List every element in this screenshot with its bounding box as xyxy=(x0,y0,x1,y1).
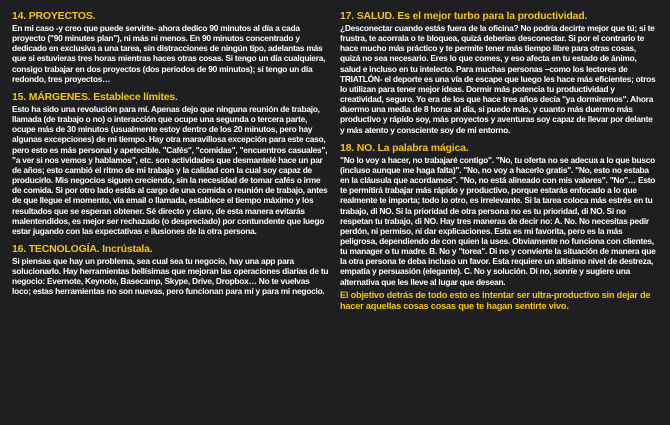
section-number: 14. PROYECTOS. xyxy=(12,10,96,22)
section-body: Si piensas que hay un problema, sea cual sea tu negocio, hay una app para solucionarlo. Hay herramientas bellísimas que mejoran las operaciones diarias de tu negocio: Evernote, Keynote, Basecamp, Skype, Drive, Dropbox… No te vuelvas loco; estas herramientas no son nuevas, pero funcionan para mí y para mi negocio. xyxy=(12,255,329,297)
section-title: Establece límites. xyxy=(93,90,178,103)
section-16-tecnologia xyxy=(12,243,330,297)
section-14-proyectos xyxy=(12,10,330,84)
section-heading xyxy=(340,10,658,22)
section-15-margenes xyxy=(12,91,330,236)
section-title: La palabra mágica. xyxy=(377,141,469,154)
right-column xyxy=(340,10,658,425)
section-body: ¿Desconectar cuando estás fuera de la oficina? No podría decirte mejor que tú; si te frustra, te acorrala o te bloquea, quizá deberías desconectar. Si por el contrario te hace mucho más práctico y te permite tener más tiempo libre para otras cosas, quizá no sea necesario. Eres lo que comes, y eso afecta en tu estado de ánimo, salud e incluso en tu intelecto. Para muchas personas –como los lectores de TRIATLÓN- el deporte es una vía de escape que luego les hace más eficientes; otros lo utilizan para tener mejor ideas. Dormir más potencia tu productividad y creatividad, seguro. Yo era de los que hace tres años decía "ya dormiremos". Ahora duermo una media de 8 horas al día, si puedo más, y cuanto más duermo más productivo y rápido soy, más proyectos y aventuras soy capaz de llevar por delante y más atento y consciente soy de mi entorno. xyxy=(340,23,656,135)
section-heading xyxy=(12,91,330,103)
section-heading xyxy=(12,243,330,255)
section-body: En mi caso -y creo que puede servirte- ahora dedico 90 minutos al día a cada proyecto ("90 minutes plan"), ni más ni menos. En 90 minutos concentrado y dedicado en exclusiva a una tarea, sin distracciones de ningún tipo, adelantas más que si estuvieras tres horas mientras haces otras cosas. Si tengo un día cualquiera, consigo trabajar en dos proyectos (dos periodos de 90 minutos); si tengo un día redondo, tres proyectos… xyxy=(12,23,326,84)
section-body: "No lo voy a hacer, no trabajaré contigo". "No, tu oferta no se adecua a lo que busco (incluso aunque me haga falta)". "No, no voy a hacerlo gratis". "No, esto no estaba en la cláusula que acordamos". "No, no está alineado con mis valores". "No"… Esto te permitirá trabajar más rápido y productivo, porque estarás enfocado a lo que realmente te importa; todo lo otro, es irrelevante. Si la tarea coloca más estrés en tu trabajo, di NO. Si la prioridad de otra persona no es tu prioridad, di NO. Si no respetan tu trabajo, di NO. Hay tres maneras de decir no: A. No. No necesitas pedir perdón, ni permiso, ni dar explicaciones. Esta es mi favorita, pero es la más peligrosa, dependiendo de con quien la uses. Obviamente no funciona con clientes, tu manager o tu madre. B. No y "torea". Di no y convierte la situación de manera que la otra persona te deba incluso un favor. Esta requiere un altísimo nivel de destreza, empatía y persuasión (elegante). C. No y solución. Di no, sonríe y sugiere una alternativa que les lleve al lugar que desean. xyxy=(340,154,656,287)
section-number: 16. TECNOLOGÍA. xyxy=(12,242,100,255)
section-17-salud xyxy=(340,10,658,135)
closing-statement: El objetivo detrás de todo esto es intentar ser ultra-productivo sin dejar de hacer aquellas cosas cosas que te hagan sentirte vivo. xyxy=(340,289,651,311)
section-number: 17. SALUD. xyxy=(340,10,395,22)
section-title: Incrústala. xyxy=(102,242,153,255)
section-heading xyxy=(12,10,330,22)
section-number: 15. MÁRGENES. xyxy=(12,90,91,103)
left-column xyxy=(12,10,330,425)
section-body: Esto ha sido una revolución para mí. Apenas dejo que ninguna reunión de trabajo, llamada (de trabajo o no) o interacción que ocupe una segunda o tercera parte, ocupe más de 30 minutos (usualmente estoy dentro de los 20 minutos, pero hay algunas excepciones) de mi tiempo. Hay otra maravillosa excepción para este caso, pero esto es más personal y apetecible. "Cafés", "comidas", "encuentros casuales", "a ver si nos vemos y hablamos", etc. son actividades que desmantelé hace un par de años; esto cambió el ritmo de mi trabajo y la calidad con la cual soy capaz de producirlo. Mis negocios siguen creciendo, sin la necesidad de tomar cafés o irme de comida. Si por otro lado estás al cargo de una comida o reunión de trabajo, antes de que llegue el momento, vía email o llamada, establece el tiempo máximo y los resultados que se esperan obtener. Sé directo y claro, de esta manera evitarás malentendidos, es mejor ser rechazado (o despreciado) por contundente que luego estar jugando con las expectativas e ilusiones de la otra persona. xyxy=(12,103,328,236)
section-18-no xyxy=(340,142,658,312)
section-number: 18. NO. xyxy=(340,141,375,154)
section-title: Es el mejor turbo para la productividad. xyxy=(397,10,588,22)
section-heading xyxy=(340,142,658,154)
